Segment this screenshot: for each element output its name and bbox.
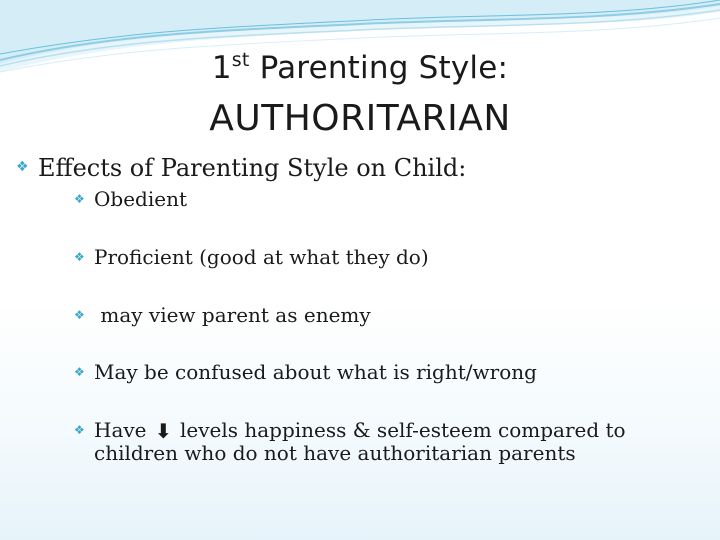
list-item-continuation: children who do not have authoritarian parents	[94, 441, 576, 465]
list-item-text: Proficient (good at what they do)	[94, 245, 429, 269]
list-item-text-start: Have	[94, 418, 153, 442]
title-superscript: st	[231, 49, 250, 71]
title-number: 1	[211, 50, 232, 86]
list-item-text: may view parent as enemy	[94, 303, 371, 327]
list-item	[74, 301, 371, 331]
heading-bullet-text: Effects of Parenting Style on Child:	[38, 154, 467, 182]
list-item	[74, 358, 537, 388]
bullet-marker-icon: ❖	[74, 307, 85, 322]
bullet-marker-icon: ❖	[16, 158, 29, 175]
bullet-marker-icon: ❖	[74, 422, 85, 437]
list-item-text: May be confused about what is right/wrong	[94, 360, 537, 384]
bullet-marker-icon: ❖	[74, 249, 85, 264]
bullet-marker-icon: ❖	[74, 191, 85, 206]
heading-bullet	[16, 153, 466, 185]
list-item	[74, 243, 429, 273]
list-item-text: Obedient	[94, 187, 187, 211]
list-item-text-end: levels happiness & self-esteem compared to	[173, 418, 626, 442]
down-arrow-icon: ⬇	[154, 419, 172, 443]
list-item	[74, 185, 187, 215]
bullet-marker-icon: ❖	[74, 364, 85, 379]
title-subtitle: AUTHORITARIAN	[209, 98, 511, 139]
title-text: Parenting Style:	[249, 50, 509, 86]
